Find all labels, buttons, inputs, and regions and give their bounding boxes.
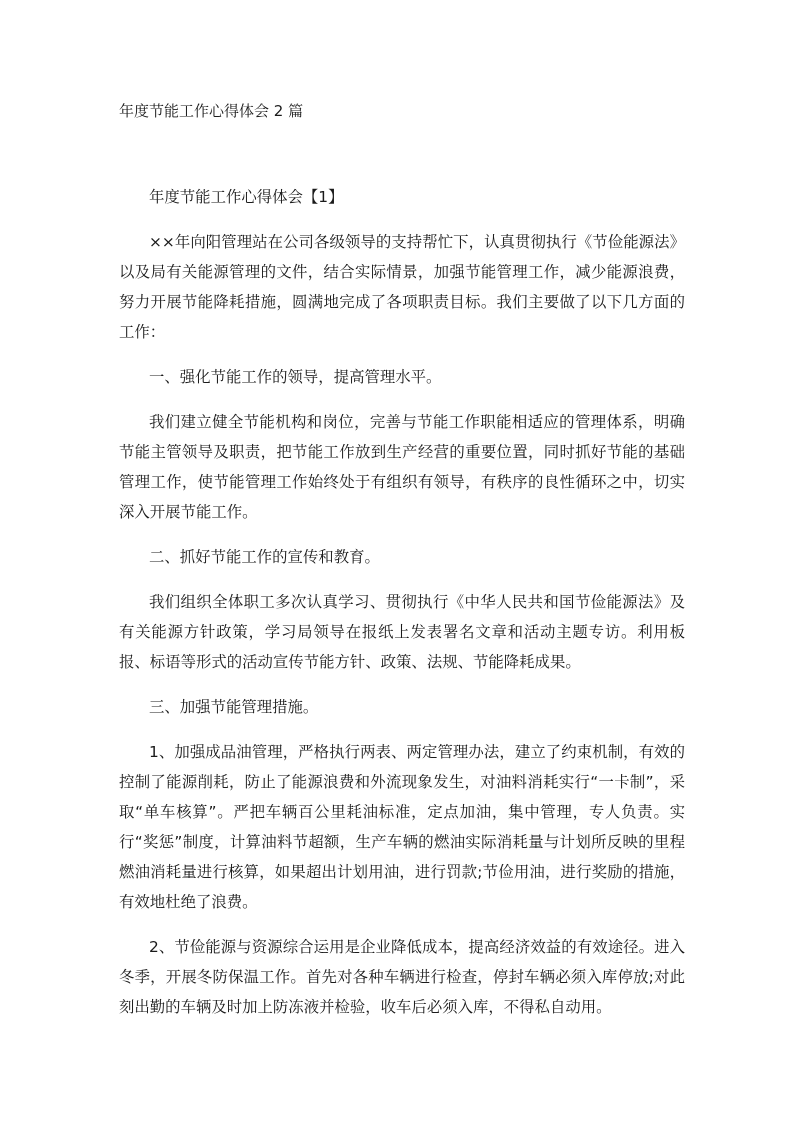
document-body xyxy=(119,182,685,1037)
point-two-heading: 二、抓好节能工作的宣传和教育。 xyxy=(149,548,380,566)
intro-paragraph: ××年向阳管理站在公司各级领导的支持帮忙下，认真贯彻执行《节俭能源法》以及局有关能源管理的文件，结合实际情景，加强节能管理工作，减少能源浪费，努力开展节能降耗措施，圆满地完成了各项职责目标。我们主要做了以下几方面的工作： xyxy=(119,233,685,341)
measure-two-paragraph: 2、节俭能源与资源综合运用是企业降低成本，提高经济效益的有效途径。进入冬季，开展冬防保温工作。首先对各种车辆进行检查，停封车辆必须入库停放;对此刻出勤的车辆及时加上防冻液并检验，收车后必须入库，不得私自动用。 xyxy=(119,938,685,1016)
point-three-heading: 三、加强节能管理措施。 xyxy=(149,698,319,716)
point-one-heading: 一、强化节能工作的领导，提高管理水平。 xyxy=(149,368,442,386)
point-two-paragraph: 我们组织全体职工多次认真学习、贯彻执行《中华人民共和国节俭能源法》及有关能源方针政策，学习局领导在报纸上发表署名文章和活动主题专访。利用板报、标语等形式的活动宣传节能方针、政策、法规、节能降耗成果。 xyxy=(119,593,685,671)
point-one-paragraph: 我们建立健全节能机构和岗位，完善与节能工作职能相适应的管理体系，明确节能主管领导及职责，把节能工作放到生产经营的重要位置，同时抓好节能的基础管理工作，使节能管理工作始终处于有组织有领导，有秩序的良性循环之中，切实深入开展节能工作。 xyxy=(119,413,685,521)
section-heading: 年度节能工作心得体会【1】 xyxy=(149,188,344,206)
measure-one-paragraph: 1、加强成品油管理，严格执行两表、两定管理办法，建立了约束机制，有效的控制了能源削耗，防止了能源浪费和外流现象发生，对油料消耗实行“一卡制”，采取“单车核算”。严把车辆百公里耗油标准，定点加油，集中管理，专人负责。实行“奖惩”制度，计算油料节超额，生产车辆的燃油实际消耗量与计划所反映的里程燃油消耗量进行核算，如果超出计划用油，进行罚款;节俭用油，进行奖励的措施，有效地杜绝了浪费。 xyxy=(119,743,685,911)
document-title: 年度节能工作心得体会 2 篇 xyxy=(119,102,304,120)
